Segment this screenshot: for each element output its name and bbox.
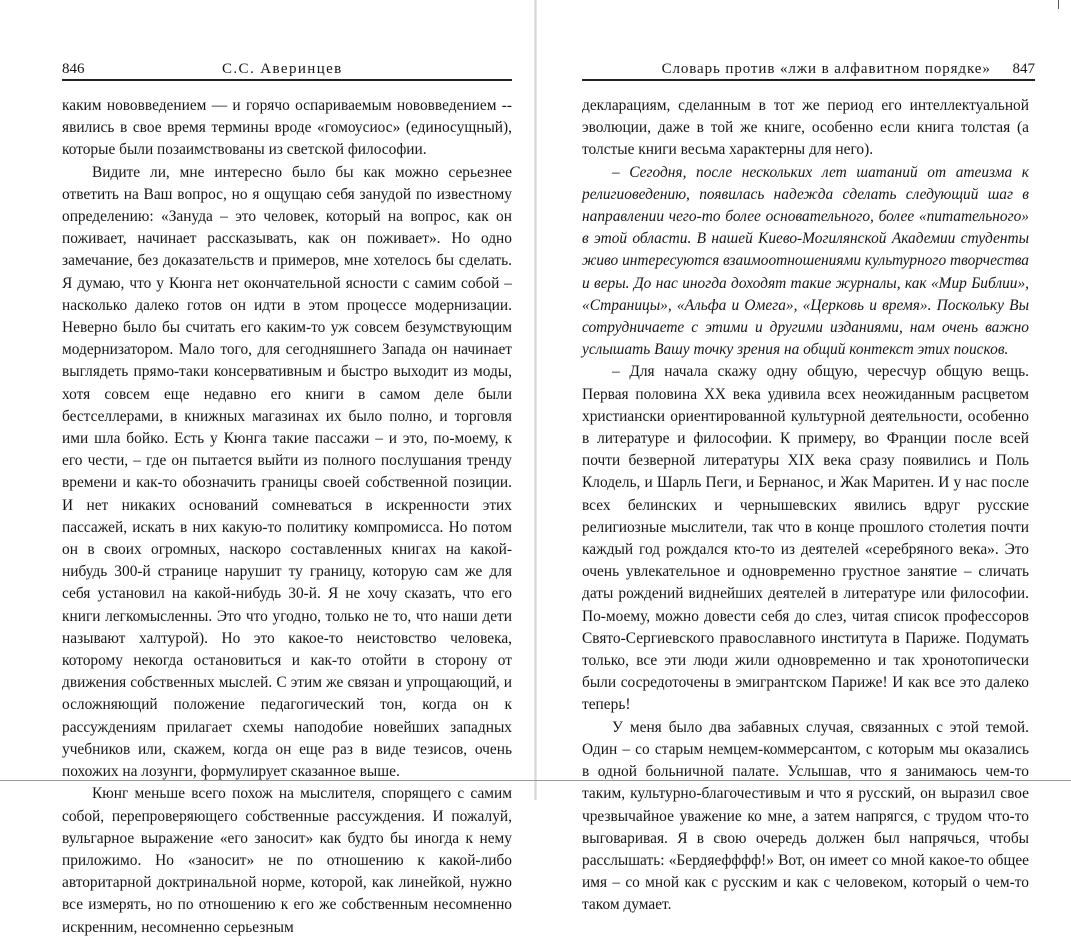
- paragraph: У меня было два забавных случая, связанных с этой темой. Один – со старым немцем-коммерсантом, с которым мы оказались в одной больничной палате. Услышав, что я занимаюсь чем-то таким, культурно-благочестивым и что я русский, он выразил свое чрезвычайное уважение ко мне, а затем напрягся, с трудом что-то выговаривая. Я в свою очередь должен был напрячься, чтобы расслышать: «Бердяефффф!» Вот, он имеет со мной какое-то общее имя – со мной как с русским и как с человеком, который о чем-то таком думает.: [582, 718, 1029, 914]
- right-running-head: [582, 58, 1035, 80]
- left-header-rule: [62, 79, 512, 81]
- right-page-number: 847: [1012, 61, 1035, 77]
- paragraph: декларациям, сделанным в тот же период его интеллектуальной эволюции, даже в той же книге, особенно если книга толстая (а толстые книги весьма характерны для него).: [582, 97, 1029, 159]
- left-running-title: С.С. Аверинцев: [222, 61, 343, 77]
- left-running-head: [62, 58, 512, 80]
- left-body-text: [62, 95, 512, 939]
- paragraph: – Для начала скажу одну общую, чересчур общую вещь. Первая половина XX века удивила всех неожиданным расцветом христиански ориентированной культурной деятельности, особенно в литературе и философии. К примеру, во Франции после всей почти безверной литературы XIX века сразу появились и Поль Клодель, и Шарль Пеги, и Бернанос, и Жак Маритен. И у нас после всех белинских и чернышевских явились вдруг русские религиозные мыслители, так что в конце прошлого столетия почти каждый год рождался кто-то из деятелей «серебряного века». Это очень увлекательное и одновременно грустное занятие – сличать даты рождений виднейших деятелей в литературе или философии. По-моему, можно довести себя до слез, читая список профессоров Свято-Сергиевского православного института в Париже. Подумать только, все эти люди жили одновременно и так хронотопически были сосредоточены в эмигрантском Париже! И как все это далеко теперь!: [582, 363, 1029, 714]
- right-body-text: [582, 95, 1029, 917]
- left-page-number: 846: [62, 61, 85, 77]
- scan-corner-mark: [1058, 0, 1059, 9]
- right-header-rule: [582, 79, 1035, 81]
- paragraph: каким нововведением — и горячо оспариваемым нововведением -- явились в свое время термины вроде «гомоусиос» (единосущный), которые были позаимствованы из светской философии.: [62, 97, 512, 159]
- paragraph: Кюнг меньше всего похож на мыслителя, спорящего с самим собой, перепроверяющего собственные рассуждения. И пожалуй, вульгарное выражение «его заносит» как будто бы иногда к нему приложимо. Но «заносит» не по отношению к какой-либо авторитарной доктринальной норме, которой, как линейкой, нужно все измерять, но по отношению к его же собственным несомненно искренним, несомненно серьезным: [62, 785, 512, 936]
- scan-bottom-edge: [0, 780, 1071, 781]
- left-page: [0, 0, 535, 936]
- interview-question: – Сегодня, после нескольких лет шатаний от атеизма к религиоведению, появилась надежда сделать следующий шаг в направлении чего-то более основательного, более «питательного» в этой области. В нашей Киево-Могилянской Академии студенты живо интересуются взаимоотношениями культурного творчества и веры. До нас иногда доходят такие журналы, как «Мир Библии», «Страницы», «Альфа и Омега», «Церковь и время». Поскольку Вы сотрудничаете с этими и другими изданиями, нам очень важно услышать Вашу точку зрения на общий контекст этих поисков.: [582, 163, 1029, 359]
- paragraph: Видите ли, мне интересно было бы как можно серьезнее ответить на Ваш вопрос, но я ощущаю себя занудой по известному определению: «Зануда – это человек, который на вопрос, как он поживает, начинает рассказывать, как он поживает». Но одно замечание, без доказательств и примеров, мне хотелось бы сделать. Я думаю, что у Кюнга нет окончательной ясности с самим собой – насколько далеко готов он идти в этом процессе модернизации. Неверно было бы считать его каким-то уж совсем безумствующим модернизатором. Мало того, для сегодняшнего Запада он начинает выглядеть прямо-таки консервативным и быстро выходит из моды, хотя совсем еще недавно его книги в самом деле были бестселлерами, в книжных магазинах их было полно, и торговля ими шла бойко. Есть у Кюнга такие пассажи – и это, по-моему, к его чести, – где он пытается выйти из полного послушания тренду времени и как-то обозначить границы своей собственной позиции. И нет никаких оснований сомневаться в искренности этих пассажей, искать в них какую-то политику компромисса. Но потом он в своих огромных, наскоро составленных книгах на какой-нибудь 300-й странице нарушит ту границу, которую сам же для себя установил на какой-нибудь 30-й. Я не хочу сказать, что его книги легкомысленны. Это что угодно, только не то, что наши дети называют халтурой). Но это какое-то неистовство человека, которому некогда остановиться и как-то отойти в сторону от движения собственных мыслей. С этим же связан и упрощающий, и осложняющий положение педагогический тон, когда он к рассуждениям прилагает схемы наподобие новейших западных учебников или, скажем, когда он еще раз в виде тезисов, очень похожих на лозунги, формулирует сказанное выше.: [62, 163, 512, 781]
- right-running-title: Словарь против «лжи в алфавитном порядке»: [661, 61, 991, 77]
